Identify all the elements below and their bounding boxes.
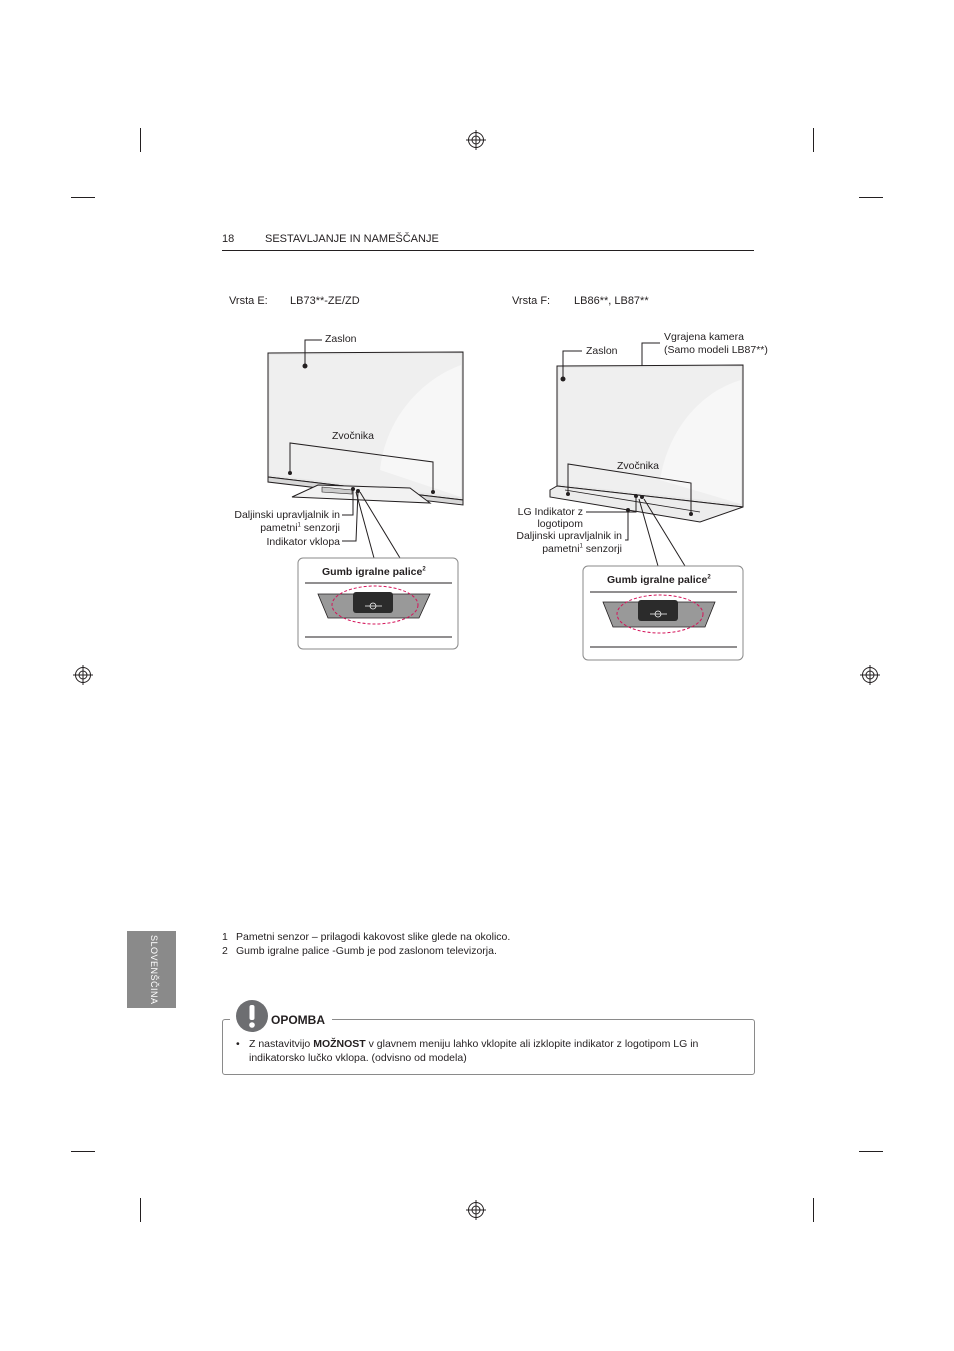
- registration-mark-icon: [860, 665, 880, 685]
- footnote-2: 2 Gumb igralne palice -Gumb je pod zaslonom televizorja.: [222, 945, 497, 957]
- crop-mark: [859, 1151, 883, 1152]
- type-e-remote-label-line1: Daljinski upravljalnik in: [234, 509, 340, 521]
- note-text-line2: indikatorsko lučko vklopa. (odvisno od modela): [249, 1052, 467, 1064]
- type-f-lg-indicator-label-line2: logotipom: [537, 518, 583, 530]
- crop-mark: [813, 1198, 814, 1222]
- type-e-power-indicator-label: Indikator vklopa: [266, 536, 340, 548]
- type-e-speakers-label: Zvočnika: [332, 430, 375, 442]
- note-text-line1: Z nastavitvijo MOŽNOST v glavnem meniju lahko vklopite ali izklopite indikator z logotipom LG in: [249, 1038, 699, 1050]
- language-side-tab: SLOVENŠČINA: [127, 931, 176, 1008]
- crop-mark: [140, 1198, 141, 1222]
- type-f-speakers-label: Zvočnika: [617, 460, 660, 472]
- type-f-screen-label: Zaslon: [586, 345, 618, 357]
- registration-mark-icon: [466, 1200, 486, 1220]
- type-f-inset-title: Gumb igralne palice$^2$: [607, 574, 711, 586]
- type-f-models: LB86**, LB87**: [574, 295, 649, 307]
- crop-mark: [859, 197, 883, 198]
- crop-mark: [140, 128, 141, 152]
- warning-exclamation-icon: [235, 999, 269, 1033]
- crop-mark: [813, 128, 814, 152]
- header-rule: [222, 250, 754, 251]
- type-f-camera-label-line2: (Samo modeli LB87**): [664, 344, 768, 356]
- crop-mark: [71, 197, 95, 198]
- page-number: 18: [222, 233, 235, 245]
- type-f-remote-label-line1: Daljinski upravljalnik in: [516, 530, 622, 542]
- registration-mark-icon: [73, 665, 93, 685]
- type-e-inset-title: Gumb igralne palice$^2$: [322, 566, 426, 578]
- type-f-camera-label-line1: Vgrajena kamera: [664, 331, 744, 343]
- registration-mark-icon: [466, 130, 486, 150]
- section-title: SESTAVLJANJE IN NAMEŠČANJE: [265, 233, 439, 245]
- note-bullet: •: [236, 1038, 240, 1050]
- note-title: OPOMBA: [271, 1013, 325, 1027]
- type-f-remote-label-line2: pametni$^1$ senzorji: [542, 543, 622, 555]
- footnote-1: 1 Pametni senzor – prilagodi kakovost slike glede na okolico.: [222, 931, 511, 943]
- type-e-screen-label: Zaslon: [325, 333, 357, 345]
- type-e-remote-label-line2: pametni$^1$ senzorji: [260, 522, 340, 534]
- tv-type-f-illustration: [505, 325, 785, 670]
- tv-type-e-illustration: [220, 320, 470, 660]
- type-e-label: Vrsta E:: [229, 295, 268, 307]
- type-f-lg-indicator-label-line1: LG Indikator z: [517, 506, 583, 518]
- type-f-label: Vrsta F:: [512, 295, 551, 307]
- crop-mark: [71, 1151, 95, 1152]
- type-e-models: LB73**-ZE/ZD: [290, 295, 360, 307]
